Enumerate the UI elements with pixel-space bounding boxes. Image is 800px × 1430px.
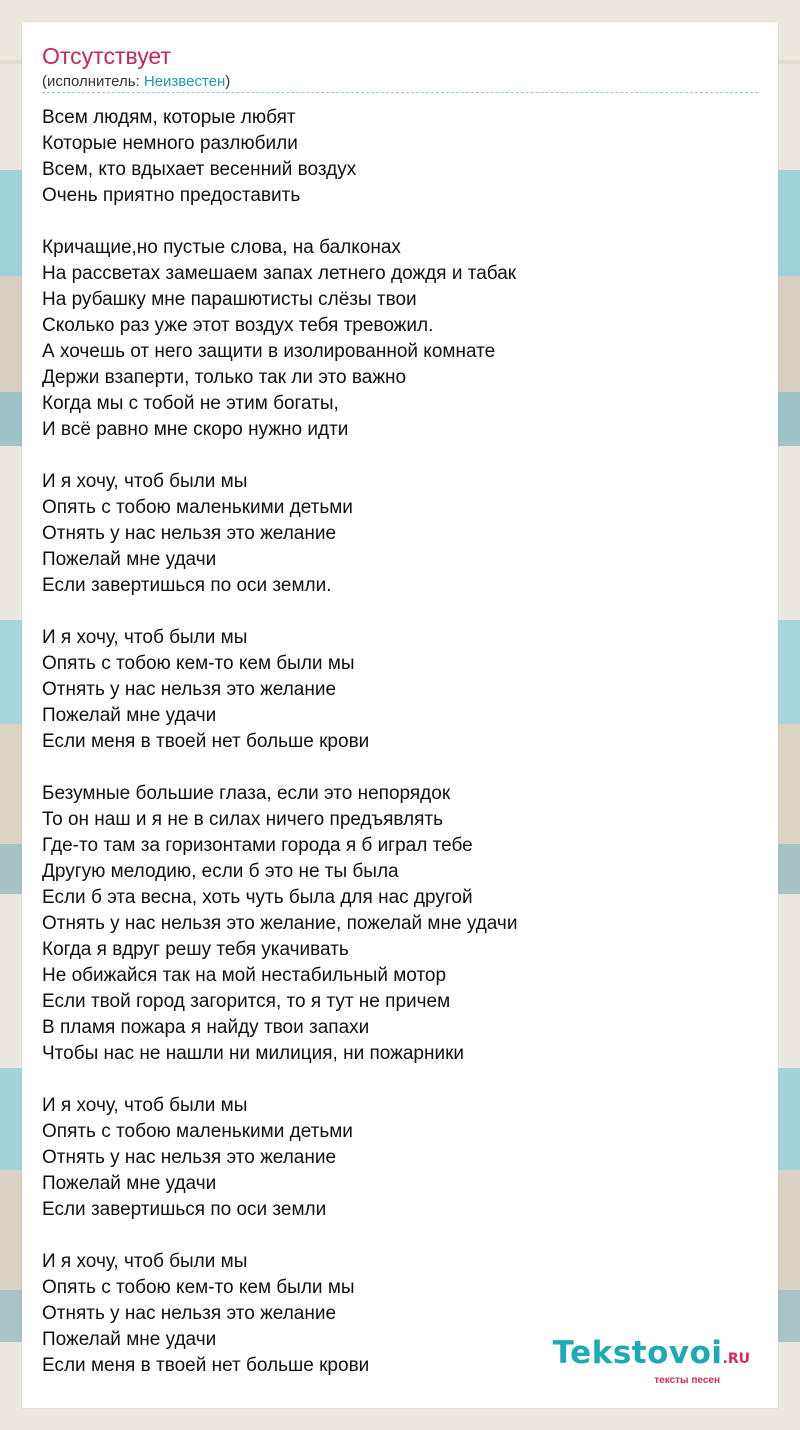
lyrics-line: Если твой город загорится, то я тут не причем: [42, 991, 451, 1012]
lyrics-line: И я хочу, чтоб были мы: [42, 471, 248, 492]
lyrics-line: А хочешь от него защити в изолированной комнате: [42, 341, 496, 362]
song-title: Отсутствует: [42, 43, 171, 69]
lyrics-line: Которые немного разлюбили: [42, 133, 298, 154]
title-divider: [42, 92, 758, 93]
lyrics-text: [42, 105, 762, 1405]
lyrics-line: Не обижайся так на мой нестабильный мотор: [42, 965, 447, 986]
lyrics-card: [22, 22, 778, 1408]
lyrics-line: На рубашку мне парашютисты слёзы твои: [42, 289, 417, 310]
lyrics-line: Отнять у нас нельзя это желание: [42, 1147, 337, 1168]
lyrics-line: Опять с тобою маленькими детьми: [42, 1121, 353, 1142]
artist-label-suffix: ): [225, 73, 231, 90]
lyrics-line: И я хочу, чтоб были мы: [42, 1251, 248, 1272]
lyrics-line: Когда мы с тобой не этим богаты,: [42, 393, 339, 414]
lyrics-line: И всё равно мне скоро нужно идти: [42, 419, 349, 440]
lyrics-line: Если б эта весна, хоть чуть была для нас другой: [42, 887, 473, 908]
lyrics-line: Всем людям, которые любят: [42, 107, 296, 128]
lyrics-line: Когда я вдруг решу тебя укачивать: [42, 939, 349, 960]
lyrics-stanza: [42, 469, 762, 599]
lyrics-line: Пожелай мне удачи: [42, 1329, 217, 1350]
lyrics-line: Отнять у нас нельзя это желание: [42, 523, 337, 544]
lyrics-line: И я хочу, чтоб были мы: [42, 627, 248, 648]
lyrics-line: Чтобы нас не нашли ни милиция, ни пожарники: [42, 1043, 464, 1064]
artist-label-prefix: (исполнитель:: [42, 73, 144, 90]
lyrics-stanza: [42, 625, 762, 755]
lyrics-line: Другую мелодию, если б это не ты была: [42, 861, 399, 882]
lyrics-line: Если завертишься по оси земли.: [42, 575, 332, 596]
lyrics-line: Отнять у нас нельзя это желание: [42, 679, 337, 700]
lyrics-line: Пожелай мне удачи: [42, 549, 217, 570]
lyrics-line: Пожелай мне удачи: [42, 1173, 217, 1194]
lyrics-line: Отнять у нас нельзя это желание: [42, 1303, 337, 1324]
watermark-tld: .RU: [722, 1351, 750, 1367]
lyrics-line: То он наш и я не в силах ничего предъявлять: [42, 809, 444, 830]
lyrics-line: Если меня в твоей нет больше крови: [42, 1355, 370, 1376]
watermark-logo: [553, 1337, 750, 1375]
lyrics-line: Опять с тобою кем-то кем были мы: [42, 1277, 355, 1298]
lyrics-line: Очень приятно предоставить: [42, 185, 301, 206]
lyrics-stanza: [42, 1093, 762, 1223]
lyrics-line: Где-то там за горизонтами города я б играл тебе: [42, 835, 473, 856]
lyrics-line: Кричащие,но пустые слова, на балконах: [42, 237, 401, 258]
watermark-tagline: тексты песен: [654, 1375, 720, 1386]
lyrics-line: И я хочу, чтоб были мы: [42, 1095, 248, 1116]
lyrics-line: Держи взаперти, только так ли это важно: [42, 367, 407, 388]
lyrics-line: Всем, кто вдыхает весенний воздух: [42, 159, 357, 180]
lyrics-line: Безумные большие глаза, если это непорядок: [42, 783, 451, 804]
artist-link[interactable]: Неизвестен: [143, 73, 226, 90]
lyrics-line: Опять с тобою кем-то кем были мы: [42, 653, 355, 674]
lyrics-stanza: [42, 105, 762, 209]
lyrics-line: Опять с тобою маленькими детьми: [42, 497, 353, 518]
lyrics-line: Пожелай мне удачи: [42, 705, 217, 726]
lyrics-line: В пламя пожара я найду твои запахи: [42, 1017, 370, 1038]
artist-line: [42, 73, 230, 91]
lyrics-stanza: [42, 781, 762, 1067]
lyrics-stanza: [42, 235, 762, 443]
lyrics-line: Если завертишься по оси земли: [42, 1199, 327, 1220]
lyrics-line: Если меня в твоей нет больше крови: [42, 731, 370, 752]
site-watermark: [553, 1337, 750, 1386]
lyrics-line: Отнять у нас нельзя это желание, пожелай мне удачи: [42, 913, 518, 934]
watermark-brand: Tekstovoi: [552, 1335, 723, 1371]
lyrics-line: На рассветах замешаем запах летнего дождя и табак: [42, 263, 517, 284]
lyrics-line: Сколько раз уже этот воздух тебя тревожил.: [42, 315, 434, 336]
